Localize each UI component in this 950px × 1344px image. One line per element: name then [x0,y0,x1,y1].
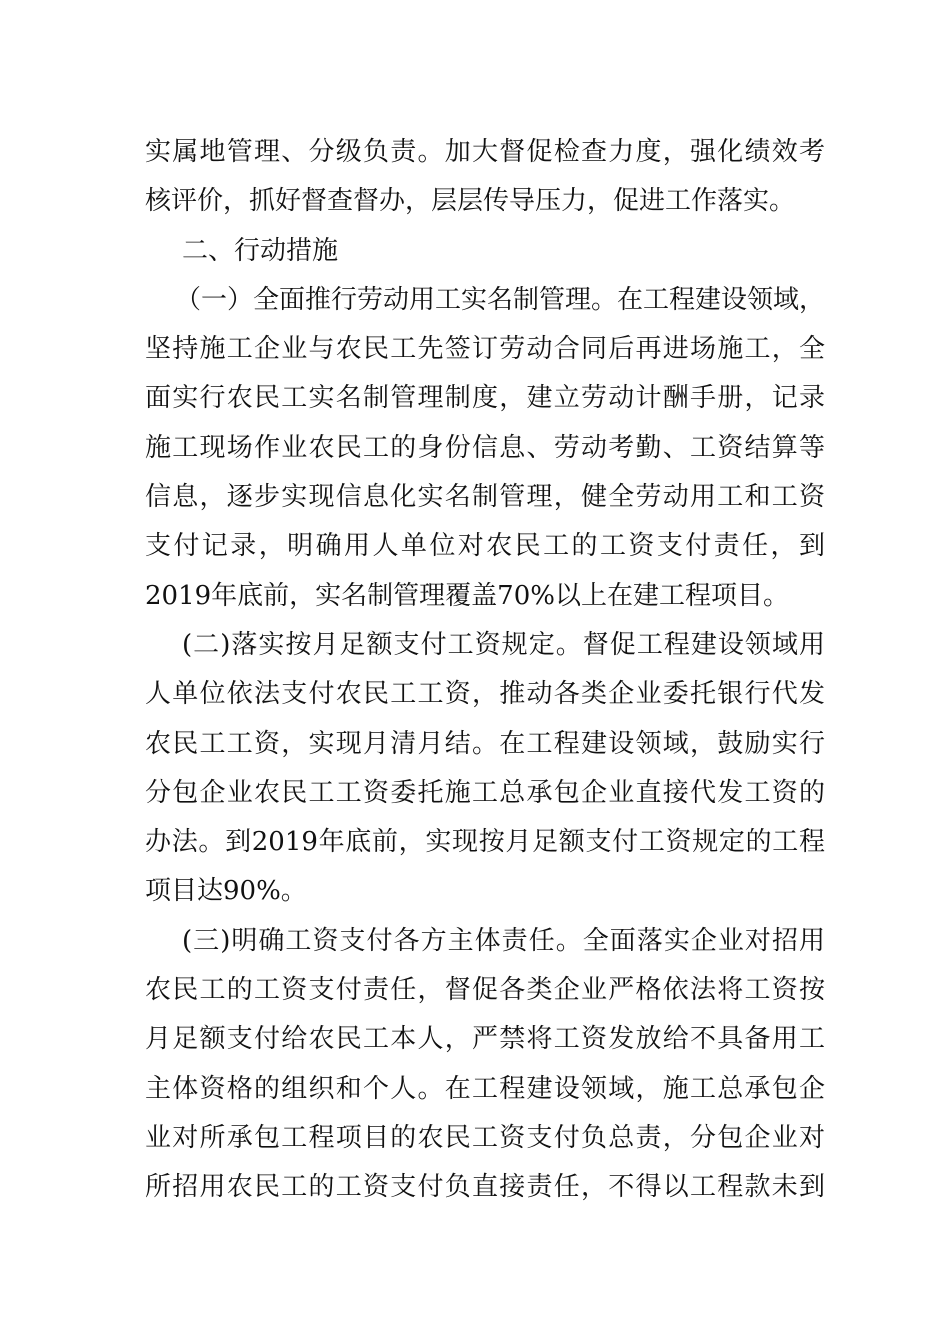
text-line: 支付记录，明确用人单位对农民工的工资支付责任，到 [145,531,825,562]
text-line: 农民工工资，实现月清月结。在工程建设领域，鼓励实行 [145,728,825,759]
text-line: （一）全面推行劳动用工实名制管理。在工程建设领域， [175,284,826,315]
text-line: 项目达90%。 [145,876,307,907]
text-line: 主体资格的组织和个人。在工程建设领域，施工总承包企 [145,1073,825,1104]
text-line: 人单位依法支付农民工工资，推动各类企业委托银行代发 [145,679,825,710]
text-line: 施工现场作业农民工的身份信息、劳动考勤、工资结算等 [145,432,825,463]
text-line: 月足额支付给农民工本人，严禁将工资发放给不具备用工 [145,1024,825,1055]
text-line: 2019年底前，实名制管理覆盖70%以上在建工程项目。 [145,580,789,611]
text-line: (二)落实按月足额支付工资规定。督促工程建设领域用 [182,629,825,660]
text-line: 分包企业农民工工资委托施工总承包企业直接代发工资的 [145,777,825,808]
text-line: 所招用农民工的工资支付负直接责任，不得以工程款未到 [145,1172,825,1203]
text-line: 信息，逐步实现信息化实名制管理，健全劳动用工和工资 [145,482,825,513]
text-line: 农民工的工资支付责任，督促各类企业严格依法将工资按 [145,975,825,1006]
text-line: 坚持施工企业与农民工先签订劳动合同后再进场施工，全 [145,334,825,365]
body-text [145,128,825,1213]
section-heading: 二、行动措施 [182,235,339,266]
text-line: 业对所承包工程项目的农民工资支付负总责，分包企业对 [145,1122,825,1153]
text-line: 面实行农民工实名制管理制度，建立劳动计酬手册，记录 [145,383,825,414]
text-line: (三)明确工资支付各方主体责任。全面落实企业对招用 [182,925,825,956]
text-line: 办法。到2019年底前，实现按月足额支付工资规定的工程 [145,827,825,858]
text-line: 核评价，抓好督查督办，层层传导压力，促进工作落实。 [145,186,796,217]
text-line: 实属地管理、分级负责。加大督促检查力度，强化绩效考 [145,137,825,167]
